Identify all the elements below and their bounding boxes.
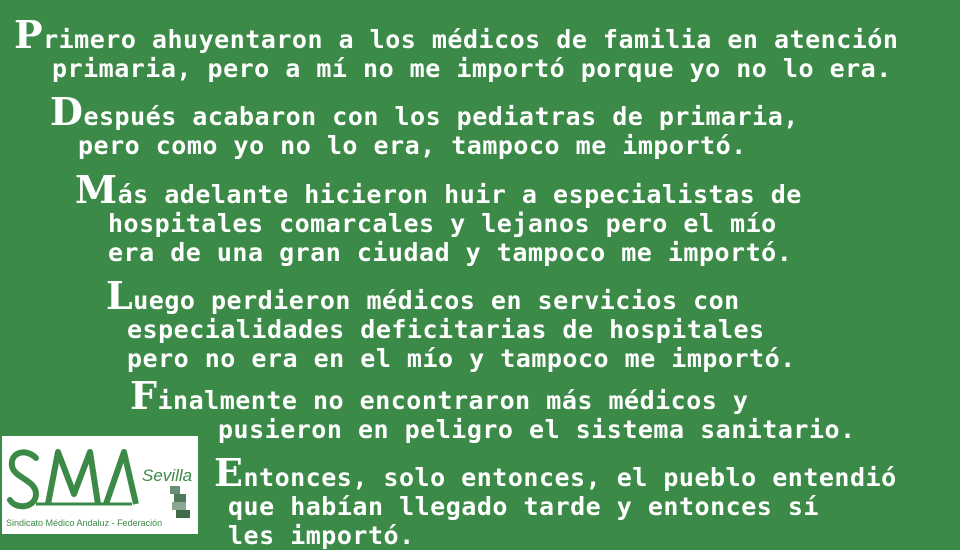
- line-text: uego perdieron médicos en servicios con: [133, 286, 740, 315]
- stanza-2-line-2: pero como yo no lo era, tampoco me importó.: [78, 131, 747, 160]
- stanza-4-line-1: [106, 273, 796, 318]
- stanza-1-line-2: primaria, pero a mí no me importó porque yo no lo era.: [52, 54, 892, 83]
- line-text: ntonces, solo entonces, el pueblo entendió: [243, 463, 897, 492]
- stanza-5-line-1: [130, 373, 856, 418]
- drop-cap: E: [214, 450, 244, 495]
- stanza-3-line-1: [75, 167, 802, 212]
- stanza-4-line-3: pero no era en el mío y tampoco me importó.: [127, 344, 796, 373]
- drop-cap: D: [50, 89, 84, 134]
- stanza-1: [14, 12, 899, 83]
- stanza-6-line-1: [214, 450, 897, 495]
- line-text: espués acabaron con los pediatras de primaria,: [83, 102, 799, 131]
- line-text: rimero ahuyentaron a los médicos de familia en atención: [43, 25, 899, 54]
- line-text: inalmente no encontraron más médicos y: [157, 386, 749, 415]
- stanza-3-line-3: era de una gran ciudad y tampoco me importó.: [108, 238, 793, 267]
- stanza-6: [214, 450, 897, 550]
- stanza-4-line-2: especialidades deficitarias de hospitales: [127, 315, 765, 344]
- stanza-5: [130, 373, 856, 444]
- stanza-6-line-3: les importó.: [228, 521, 415, 550]
- drop-cap: F: [130, 373, 158, 418]
- stanza-5-line-2: pusieron en peligro el sistema sanitario.: [218, 415, 856, 444]
- stanza-2-line-1: [50, 89, 799, 134]
- logo-org-name: Sindicato Médico Andaluz - Federación: [6, 518, 163, 528]
- drop-cap: L: [106, 273, 134, 318]
- stanza-3-line-2: hospitales comarcales y lejanos pero el mío: [108, 209, 777, 238]
- stanza-1-line-1: [14, 12, 899, 57]
- line-text: ás adelante hicieron huir a especialistas de: [117, 180, 802, 209]
- sma-logo: [2, 436, 198, 534]
- drop-cap: M: [75, 167, 118, 212]
- drop-cap: P: [14, 12, 44, 57]
- stanza-2: [50, 89, 799, 160]
- stanza-4: [106, 273, 796, 373]
- stanza-6-line-2: que habían llegado tarde y entonces sí: [228, 492, 819, 521]
- logo-city: Sevilla: [142, 466, 193, 485]
- stanza-3: [75, 167, 802, 267]
